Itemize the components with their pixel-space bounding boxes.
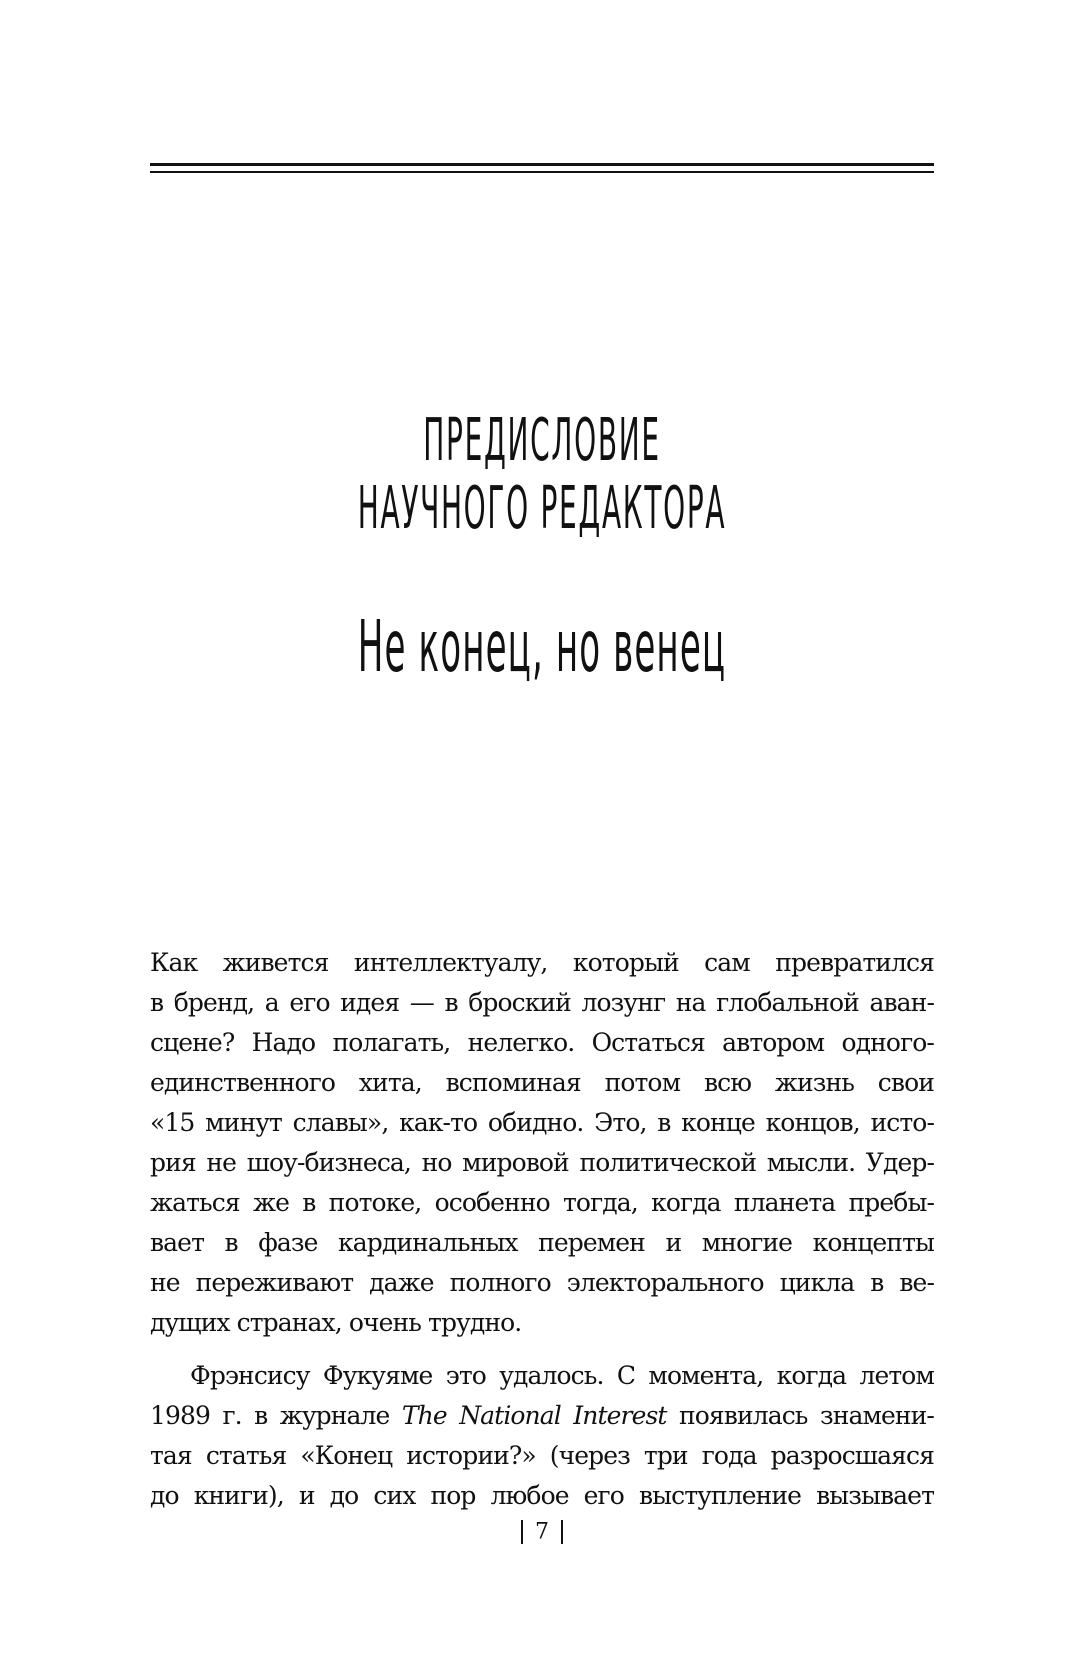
chapter-title-line-1-text: ПРЕДИСЛОВИЕ: [423, 405, 661, 474]
text-line: в бренд, а его идея — в броский лозунг на глобальной аван-: [150, 988, 934, 1017]
journal-title: The National Interest: [401, 1401, 667, 1430]
paragraph-1: [150, 943, 934, 1343]
text-line: дущих странах, очень трудно.: [150, 1308, 522, 1337]
text-line: до книги), и до сих пор любое его выступление вызывает: [150, 1481, 934, 1510]
chapter-subtitle: [0, 604, 1084, 689]
text-line: не переживают даже полного электорального цикла в ве-: [150, 1268, 934, 1297]
paragraph-2: [150, 1356, 934, 1516]
text-line: «15 минут славы», как-то обидно. Это, в конце концов, исто-: [150, 1108, 934, 1137]
chapter-title-line-2-text: НАУЧНОГО РЕДАКТОРА: [357, 473, 727, 542]
text-line: единственного хита, вспоминая потом всю жизнь свои: [150, 1068, 934, 1097]
text-segment: 1989 г. в журнале: [150, 1401, 402, 1430]
text-line: жаться же в потоке, особенно тогда, когда планета пребы-: [150, 1188, 934, 1217]
chapter-subtitle-text: Не конец, но венец: [357, 604, 727, 689]
header-rule-thick: [150, 163, 934, 166]
text-segment: появилась знамени-: [666, 1401, 934, 1430]
page-number: [0, 1519, 1084, 1545]
text-line: Фрэнсису Фукуяме это удалось. С момента, когда летом: [190, 1361, 934, 1390]
text-line-with-journal: [150, 1396, 934, 1436]
text-line: Как живется интеллектуалу, который сам превратился: [150, 948, 934, 977]
header-rule-thin: [150, 171, 934, 173]
chapter-title-line-1: [0, 405, 1084, 474]
page-number-value: 7: [535, 1519, 549, 1545]
page-number-left-bar: [521, 1520, 523, 1544]
page-number-right-bar: [561, 1520, 563, 1544]
text-line: тая статья «Конец истории?» (через три года разросшаяся: [150, 1441, 934, 1470]
text-line: сцене? Надо полагать, нелегко. Остаться автором одного-: [150, 1028, 934, 1057]
chapter-title-line-2: [0, 473, 1084, 542]
text-line: вает в фазе кардинальных перемен и многие концепты: [150, 1228, 934, 1257]
text-line: рия не шоу-бизнеса, но мировой политической мысли. Удер-: [150, 1148, 934, 1177]
